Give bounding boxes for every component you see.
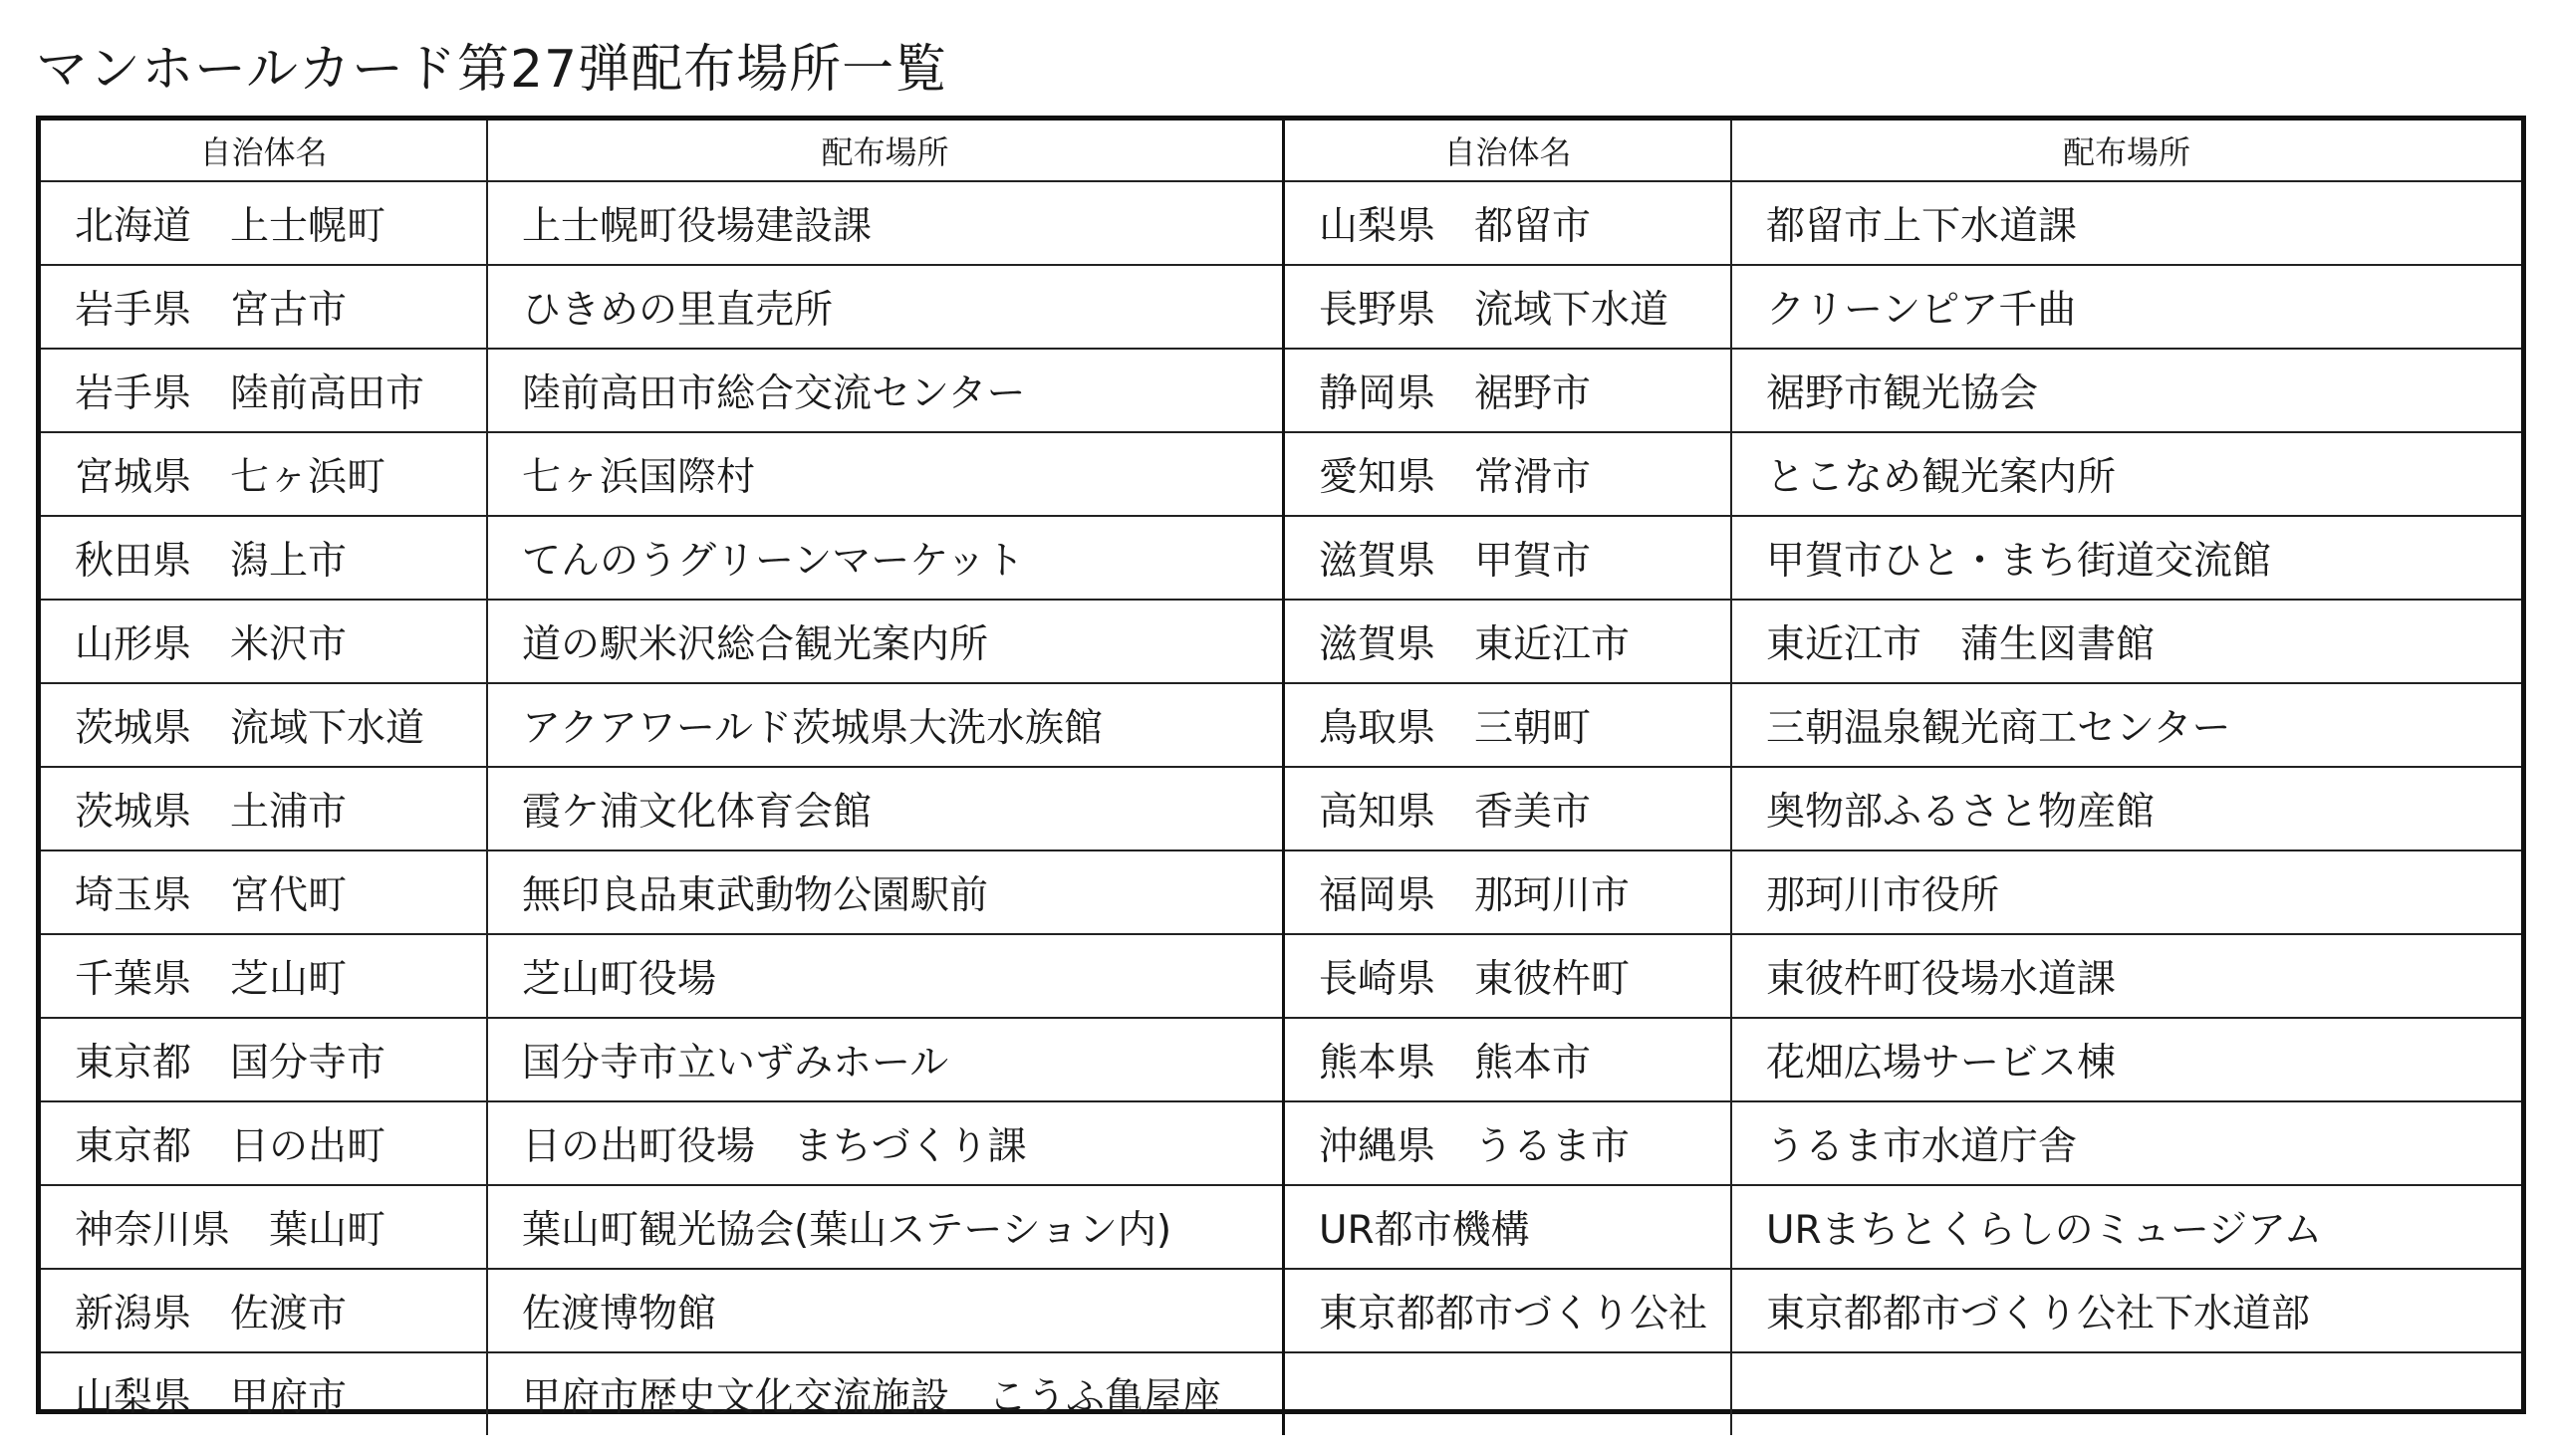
municipality-cell: 沖縄県 うるま市 (1285, 1101, 1731, 1185)
table-row (1285, 1018, 2521, 1101)
municipality-header: 自治体名 (1285, 121, 1731, 181)
municipality-cell: 岩手県 陸前高田市 (41, 349, 487, 432)
municipality-cell: 茨城県 流域下水道 (41, 683, 487, 767)
table-row (1285, 850, 2521, 934)
municipality-cell: 滋賀県 甲賀市 (1285, 516, 1731, 600)
location-cell: 芝山町役場 (487, 934, 1284, 1018)
location-cell: 葉山町観光協会(葉山ステーション内) (487, 1185, 1284, 1269)
municipality-cell: 新潟県 佐渡市 (41, 1269, 487, 1352)
location-cell: 甲府市歴史文化交流施設 こうふ亀屋座 (487, 1352, 1284, 1435)
table-row (41, 600, 1284, 683)
location-cell: てんのうグリーンマーケット (487, 516, 1284, 600)
location-header: 配布場所 (1731, 121, 2521, 181)
location-header: 配布場所 (487, 121, 1284, 181)
table-row (41, 516, 1284, 600)
location-cell: 都留市上下水道課 (1731, 181, 2521, 265)
municipality-cell: 神奈川県 葉山町 (41, 1185, 487, 1269)
right-table-body (1285, 181, 2521, 1435)
location-cell: 佐渡博物館 (487, 1269, 1284, 1352)
location-cell: 甲賀市ひと・まち街道交流館 (1731, 516, 2521, 600)
location-cell: 七ヶ浜国際村 (487, 432, 1284, 516)
location-cell: 東京都都市づくり公社下水道部 (1731, 1269, 2521, 1352)
table-row (41, 265, 1284, 349)
distribution-tables (36, 116, 2526, 1420)
municipality-cell: 山梨県 甲府市 (41, 1352, 487, 1435)
location-cell: 無印良品東武動物公園駅前 (487, 850, 1284, 934)
municipality-cell: 東京都 国分寺市 (41, 1018, 487, 1101)
municipality-cell: 滋賀県 東近江市 (1285, 600, 1731, 683)
table-row (1285, 934, 2521, 1018)
table-row (41, 1101, 1284, 1185)
left-table-body (41, 181, 1284, 1435)
municipality-cell: 長野県 流域下水道 (1285, 265, 1731, 349)
table-row (1285, 1101, 2521, 1185)
table-row (41, 683, 1284, 767)
municipality-cell: 熊本県 熊本市 (1285, 1018, 1731, 1101)
location-cell: 東彼杵町役場水道課 (1731, 934, 2521, 1018)
location-cell: 花畑広場サービス棟 (1731, 1018, 2521, 1101)
municipality-header: 自治体名 (41, 121, 487, 181)
location-cell: ひきめの里直売所 (487, 265, 1284, 349)
table-row (41, 432, 1284, 516)
municipality-cell: 東京都都市づくり公社 (1285, 1269, 1731, 1352)
location-cell: クリーンピア千曲 (1731, 265, 2521, 349)
location-cell: 上士幌町役場建設課 (487, 181, 1284, 265)
municipality-cell: 東京都 日の出町 (41, 1101, 487, 1185)
location-cell: 東近江市 蒲生図書館 (1731, 600, 2521, 683)
location-cell: URまちとくらしのミュージアム (1731, 1185, 2521, 1269)
municipality-cell: 茨城県 土浦市 (41, 767, 487, 850)
table-row (1285, 181, 2521, 265)
municipality-cell: 山梨県 都留市 (1285, 181, 1731, 265)
municipality-cell: UR都市機構 (1285, 1185, 1731, 1269)
municipality-cell: 岩手県 宮古市 (41, 265, 487, 349)
location-cell: 裾野市観光協会 (1731, 349, 2521, 432)
table-row (41, 767, 1284, 850)
location-cell: 陸前高田市総合交流センター (487, 349, 1284, 432)
municipality-cell (1285, 1352, 1731, 1435)
municipality-cell: 北海道 上士幌町 (41, 181, 487, 265)
location-cell: とこなめ観光案内所 (1731, 432, 2521, 516)
table-row (41, 1185, 1284, 1269)
municipality-cell: 静岡県 裾野市 (1285, 349, 1731, 432)
location-cell: 那珂川市役所 (1731, 850, 2521, 934)
municipality-cell: 福岡県 那珂川市 (1285, 850, 1731, 934)
location-cell (1731, 1352, 2521, 1435)
location-cell: うるま市水道庁舎 (1731, 1101, 2521, 1185)
location-cell: 奥物部ふるさと物産館 (1731, 767, 2521, 850)
table-row (1285, 1352, 2521, 1435)
table-row (1285, 1269, 2521, 1352)
municipality-cell: 山形県 米沢市 (41, 600, 487, 683)
table-row (1285, 1185, 2521, 1269)
municipality-cell: 秋田県 潟上市 (41, 516, 487, 600)
municipality-cell: 埼玉県 宮代町 (41, 850, 487, 934)
table-row (1285, 767, 2521, 850)
table-row (1285, 349, 2521, 432)
table-row (41, 1018, 1284, 1101)
table-row (41, 181, 1284, 265)
municipality-cell: 高知県 香美市 (1285, 767, 1731, 850)
table-row (1285, 516, 2521, 600)
location-cell: 三朝温泉観光商工センター (1731, 683, 2521, 767)
table-row (41, 850, 1284, 934)
table-row (41, 1269, 1284, 1352)
municipality-cell: 鳥取県 三朝町 (1285, 683, 1731, 767)
header-row (41, 121, 1284, 181)
left-table (41, 121, 1285, 1435)
table-row (41, 1352, 1284, 1435)
table-row (41, 349, 1284, 432)
table-row (1285, 683, 2521, 767)
table-row (41, 934, 1284, 1018)
table-row (1285, 600, 2521, 683)
location-cell: 霞ケ浦文化体育会館 (487, 767, 1284, 850)
municipality-cell: 千葉県 芝山町 (41, 934, 487, 1018)
location-cell: アクアワールド茨城県大洗水族館 (487, 683, 1284, 767)
location-cell: 国分寺市立いずみホール (487, 1018, 1284, 1101)
header-row (1285, 121, 2521, 181)
municipality-cell: 宮城県 七ヶ浜町 (41, 432, 487, 516)
page-title: マンホールカード第27弾配布場所一覧 (36, 40, 948, 100)
location-cell: 道の駅米沢総合観光案内所 (487, 600, 1284, 683)
right-table (1285, 121, 2521, 1435)
municipality-cell: 長崎県 東彼杵町 (1285, 934, 1731, 1018)
table-row (1285, 265, 2521, 349)
municipality-cell: 愛知県 常滑市 (1285, 432, 1731, 516)
table-row (1285, 432, 2521, 516)
location-cell: 日の出町役場 まちづくり課 (487, 1101, 1284, 1185)
